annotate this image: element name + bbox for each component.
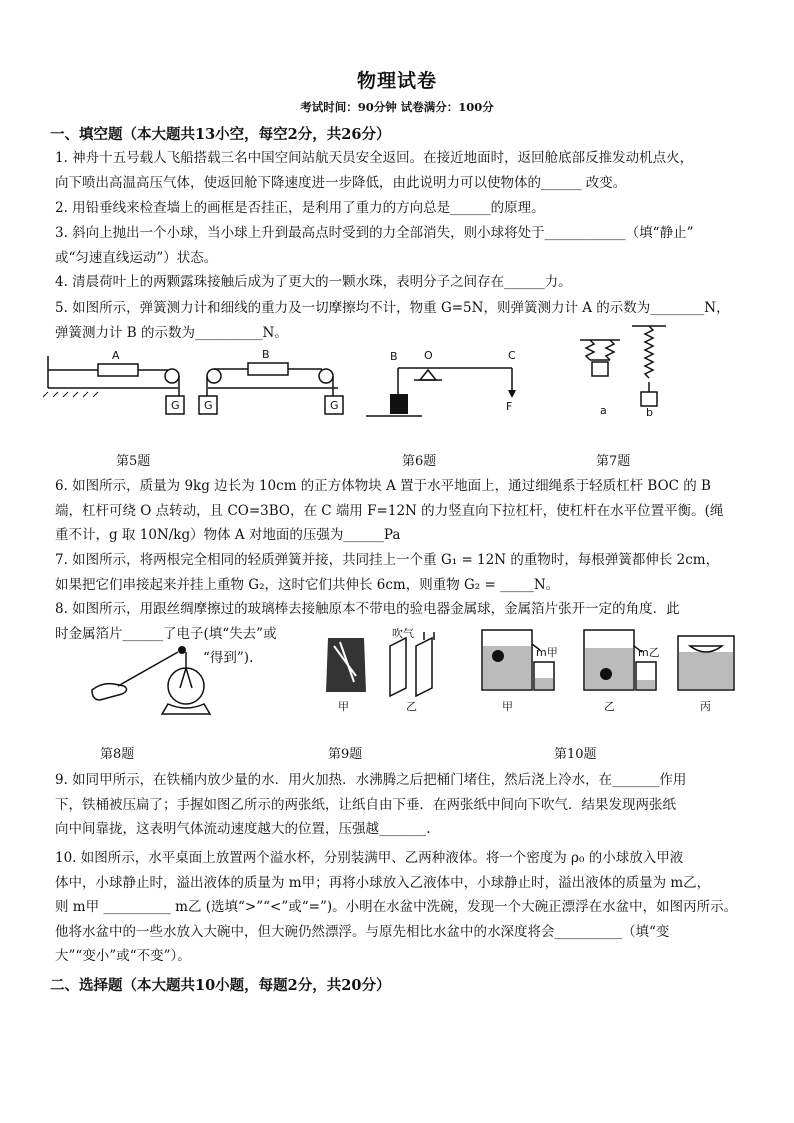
figure-5-spring-scales bbox=[48, 346, 348, 426]
page-title: 物理试卷 bbox=[356, 70, 437, 92]
figure-9-caption: 第9题 bbox=[328, 747, 363, 762]
weight-g-label: G bbox=[204, 399, 213, 412]
question-text-line: 体中，小球静止时，溢出液体的质量为 m甲；再将小球放入乙液体中，小球静止时，溢出液体的质量为 m乙， bbox=[55, 874, 711, 891]
question-text-line: 向中间靠拢，这表明气体流动速度越大的位置，压强越_______. bbox=[55, 821, 431, 838]
question-text-line: 3. 斜向上抛出一个小球，当小球上升到最高点时受到的力全部消失，则小球将处于____________（填“静止” bbox=[55, 225, 694, 241]
figure-8-drawing bbox=[88, 638, 228, 720]
question-text-line: 如果把它们串接起来并挂上重物 G₂，这时它们共伸长 6cm，则重物 G₂ = _____N。 bbox=[55, 576, 560, 593]
spring-scale-a-label: A bbox=[112, 349, 120, 362]
spring-scale-b-label: B bbox=[262, 348, 270, 361]
question-text-line: 7. 如图所示，将两根完全相同的轻质弹簧并接，共同挂上一个重 G₁ = 12N 的重物时，每根弹簧都伸长 2cm， bbox=[55, 552, 720, 568]
question-text-line: 时金属箔片______了电子(填“失去”或 bbox=[55, 625, 277, 642]
figure-6-drawing bbox=[362, 346, 532, 426]
fig10-jia-label: 甲 bbox=[502, 700, 513, 713]
spring-setup-b-label: b bbox=[646, 406, 653, 419]
force-f-label: F bbox=[506, 400, 513, 413]
figure-9-can-and-papers bbox=[320, 627, 460, 713]
question-text-line: 或“匀速直线运动”）状态。 bbox=[55, 249, 218, 266]
figure-7-caption: 第7题 bbox=[596, 454, 631, 469]
question-text-line: 弹簧测力计 B 的示数为__________N。 bbox=[55, 324, 288, 341]
question-text-line: “得到”). bbox=[203, 650, 254, 667]
question-10 bbox=[55, 846, 755, 969]
figure-10-caption: 第10题 bbox=[554, 747, 597, 762]
figure-7-drawing bbox=[572, 322, 682, 418]
lever-point-o: O bbox=[424, 349, 433, 362]
figure-6-lever bbox=[362, 346, 532, 426]
figure-8-caption: 第8题 bbox=[100, 747, 135, 762]
figure-10-overflow-cups bbox=[478, 622, 742, 718]
figure-9-drawing bbox=[320, 627, 460, 713]
figure-7-springs bbox=[572, 322, 682, 418]
section-heading-fill-in: 一、填空题（本大题共13小空，每空2分，共26分） bbox=[50, 126, 391, 143]
question-9 bbox=[55, 768, 755, 842]
question-text-line: 9. 如同甲所示，在铁桶内放少量的水．用火加热．水沸腾之后把桶门堵住，然后浇上冷水，在_______作用 bbox=[55, 772, 687, 788]
question-1 bbox=[55, 146, 755, 195]
figure-10-drawing bbox=[478, 622, 742, 718]
weight-g-label: G bbox=[330, 399, 339, 412]
question-text-line: 则 m甲 __________ m乙 (选填“>”“<”或“=”)。小明在水盆中洗碗，发现一个大碗正漂浮在水盆中，如图丙所示。 bbox=[55, 899, 738, 916]
mass-jia-label: m甲 bbox=[536, 646, 558, 659]
question-text-line: 10. 如图所示，水平桌面上放置两个溢水杯，分别装满甲、乙两种液体。将一个密度为 ρ₀ 的小球放入甲液 bbox=[55, 850, 684, 866]
question-text-line: 他将水盆中的一些水放入大碗中，但大碗仍然漂浮。与原先相比水盆中的水深度将会__________（填“变 bbox=[55, 923, 670, 940]
question-text-line: 5. 如图所示，弹簧测力计和细线的重力及一切摩擦均不计，物重 G=5N，则弹簧测力计 A 的示数为________N， bbox=[55, 300, 730, 316]
blow-air-label: 吹气 bbox=[392, 627, 414, 640]
question-text-line: 4. 清晨荷叶上的两颗露珠接触后成为了更大的一颗水珠，表明分子之间存在______力。 bbox=[55, 274, 572, 290]
figure-6-caption: 第6题 bbox=[402, 454, 437, 469]
exam-info: 考试时间：90分钟 试卷满分：100分 bbox=[300, 100, 494, 114]
fig9-jia-label: 甲 bbox=[338, 700, 349, 713]
question-2 bbox=[55, 196, 755, 221]
section-heading-multiple-choice: 二、选择题（本大题共10小题，每题2分，共20分） bbox=[50, 977, 391, 994]
figure-5-drawing bbox=[48, 346, 348, 426]
lever-point-b: B bbox=[390, 350, 398, 363]
mass-yi-label: m乙 bbox=[638, 646, 660, 659]
question-text-line: 端，杠杆可绕 O 点转动，且 CO=3BO，在 C 端用 F=12N 的力竖直向下拉杠杆，使杠杆在水平位置平衡。(绳 bbox=[55, 502, 724, 519]
question-text-line: 大”“变小”或“不变”）。 bbox=[55, 948, 191, 965]
question-text-line: 向下喷出高温高压气体，使返回舱下降速度进一步降低，由此说明力可以使物体的______ 改变。 bbox=[55, 174, 627, 191]
question-3 bbox=[55, 221, 755, 270]
fig9-yi-label: 乙 bbox=[406, 700, 417, 713]
weight-g-label: G bbox=[171, 399, 180, 412]
question-text-line: 8. 如图所示，用跟丝绸摩擦过的玻璃棒去接触原本不带电的验电器金属球，金属箔片张开一定的角度．此 bbox=[55, 601, 680, 617]
question-text-line: 重不计，g 取 10N/kg）物体 A 对地面的压强为______Pa bbox=[55, 527, 401, 544]
question-text-line: 6. 如图所示，质量为 9kg 边长为 10cm 的正方体物块 A 置于水平地面上，通过细绳系于轻质杠杆 BOC 的 B bbox=[55, 478, 711, 494]
question-6 bbox=[55, 474, 755, 548]
question-text-line: 2. 用铅垂线来检查墙上的画框是否挂正，是利用了重力的方向总是______的原理。 bbox=[55, 200, 545, 216]
lever-point-c: C bbox=[508, 349, 516, 362]
question-7 bbox=[55, 548, 755, 597]
question-text-line: 1. 神舟十五号载人飞船搭载三名中国空间站航天员安全返回。在接近地面时，返回舱底部反推发动机点火， bbox=[55, 150, 694, 166]
fig10-yi-label: 乙 bbox=[604, 700, 615, 713]
figure-5-caption: 第5题 bbox=[116, 454, 151, 469]
figure-8-electroscope bbox=[88, 638, 228, 720]
question-4 bbox=[55, 270, 755, 295]
spring-setup-a-label: a bbox=[600, 404, 607, 417]
question-text-line: 下，铁桶被压扁了；手握如图乙所示的两张纸，让纸自由下垂．在两张纸中间向下吹气．结果发现两张纸 bbox=[55, 796, 676, 813]
fig10-bing-label: 丙 bbox=[700, 700, 711, 713]
